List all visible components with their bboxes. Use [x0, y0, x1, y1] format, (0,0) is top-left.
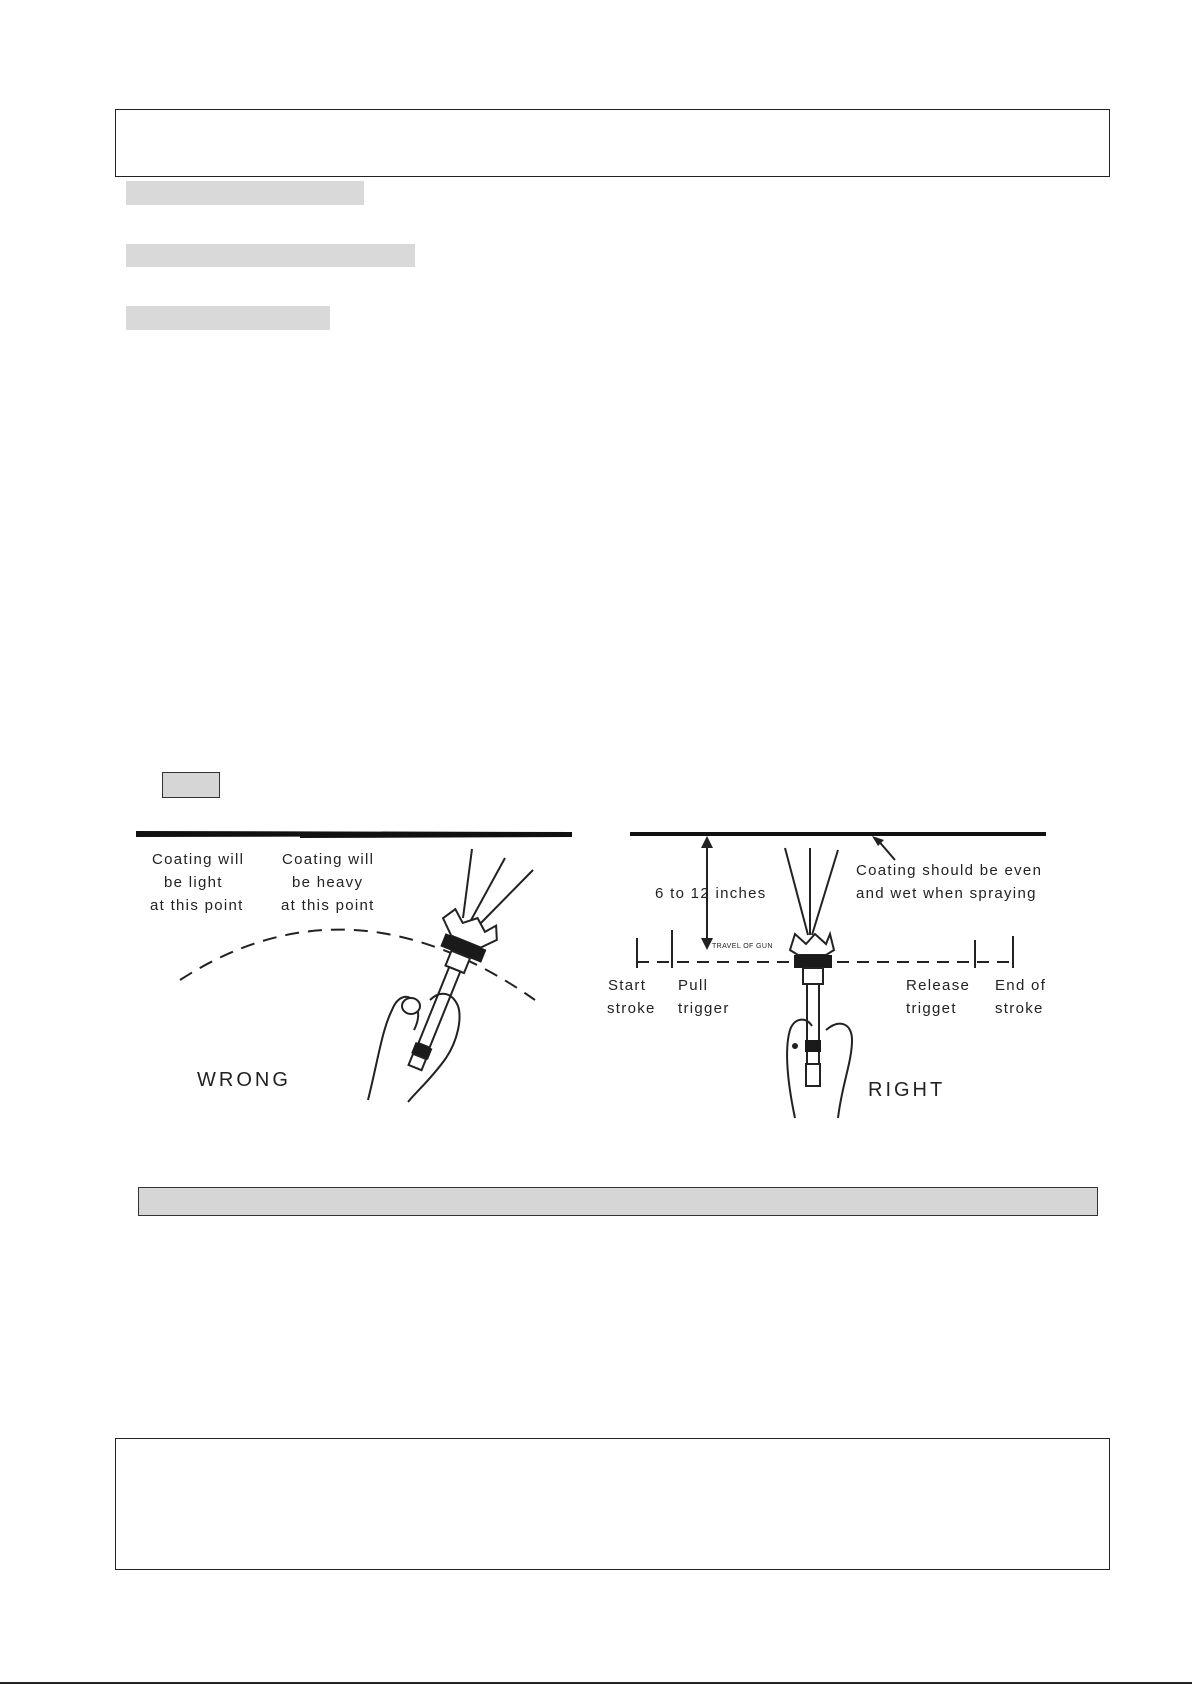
coating-note-2: and wet when spraying — [856, 885, 1037, 902]
travel-label: TRAVEL OF GUN — [712, 943, 773, 950]
page-bottom-rule — [0, 1682, 1192, 1684]
start-stroke-1: Start — [608, 977, 647, 994]
end-stroke-2: stroke — [995, 1000, 1044, 1017]
pull-trigger-2: trigger — [678, 1000, 730, 1017]
release-trigger-1: Release — [906, 977, 971, 994]
wrong-light-label-2: be light — [164, 874, 223, 891]
right-caption: RIGHT — [868, 1079, 946, 1101]
wrong-spray-gun — [387, 906, 501, 1078]
wrong-spray — [463, 849, 533, 928]
wrong-caption: WRONG — [197, 1069, 291, 1091]
wrong-light-label-3: at this point — [150, 897, 244, 914]
footer-box — [115, 1438, 1110, 1570]
start-stroke-2: stroke — [607, 1000, 656, 1017]
right-surface — [630, 832, 1046, 836]
right-spray-gun — [790, 934, 834, 1086]
pull-trigger-1: Pull — [678, 977, 709, 994]
wrong-heavy-label-1: Coating will — [282, 851, 375, 868]
release-trigger-2: trigget — [906, 1000, 957, 1017]
wrong-heavy-label-3: at this point — [281, 897, 375, 914]
wrong-panel — [136, 831, 572, 1102]
right-panel — [607, 832, 1046, 1118]
end-stroke-1: End of — [995, 977, 1047, 994]
wrong-heavy-label-2: be heavy — [292, 874, 364, 891]
distance-label: 6 to 12 inches — [655, 885, 767, 902]
right-spray — [785, 848, 838, 935]
wrong-light-label-1: Coating will — [152, 851, 245, 868]
redacted-caption-bar — [138, 1187, 1098, 1216]
coating-note-1: Coating should be even — [856, 862, 1043, 879]
